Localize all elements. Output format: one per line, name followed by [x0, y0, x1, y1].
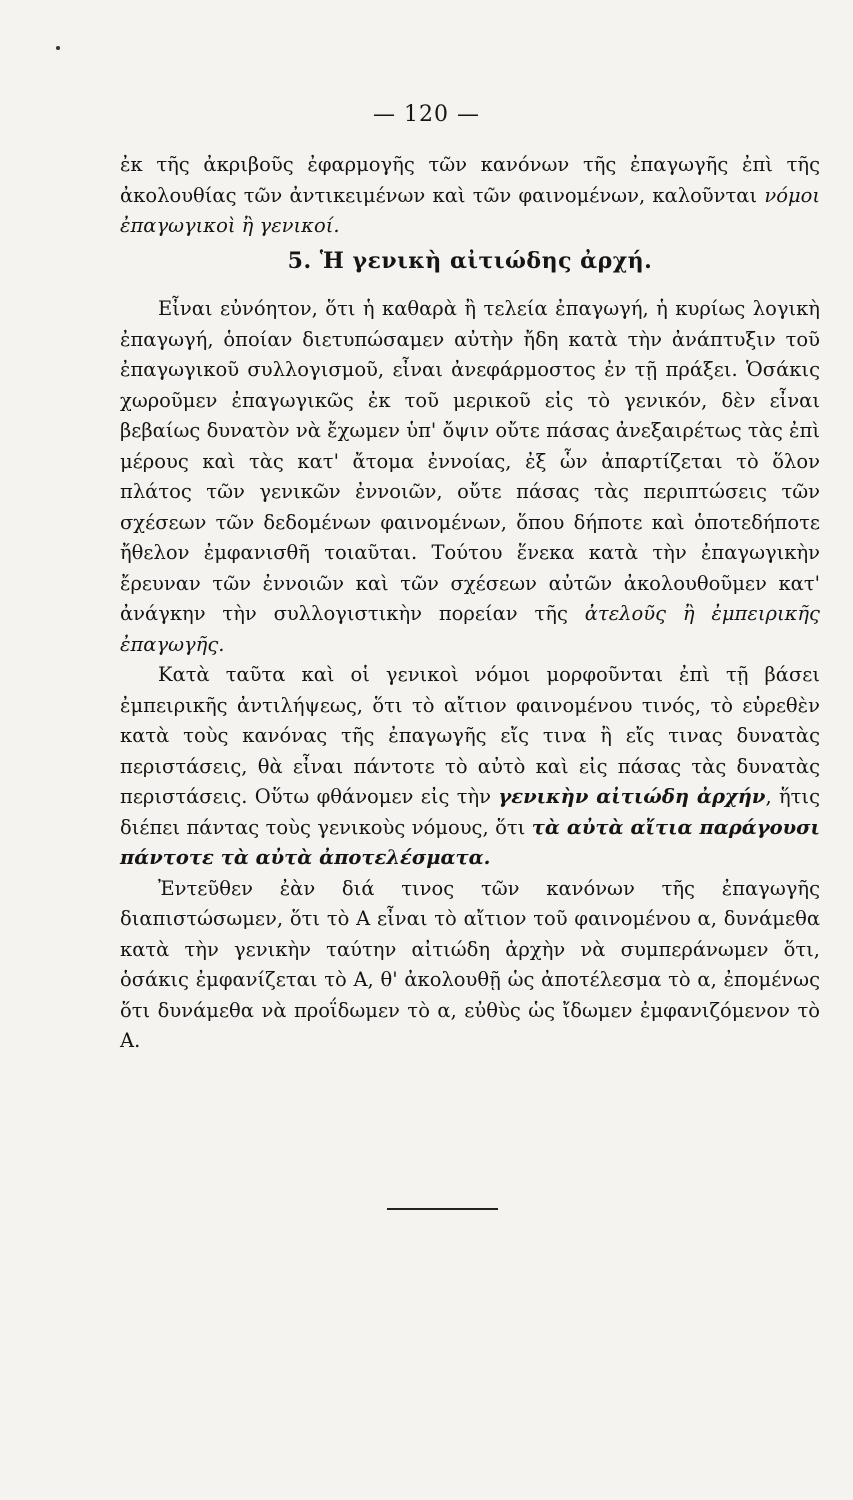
section-end-rule: [387, 1208, 498, 1210]
paragraph-1-italic: ἀτελοῦς ἢ ἐμπειρικῆς ἐπαγωγῆς.: [120, 602, 820, 656]
paragraph-3-text: Ἐντεῦθεν ἐὰν διά τινος τῶν κανόνων τῆς ἐπαγωγῆς διαπιστώσωμεν, ὅτι τὸ Α εἶναι τὸ αἴτιον τοῦ φαινομένου α, δυνάμεθα κατὰ τὴν γενικὴν ταύτην αἰτιώδη ἀρχὴν νὰ συμπεράνωμεν ὅτι, ὁσάκις ἐμφανίζεται τὸ Α, θ' ἀκολουθῇ ὡς ἀποτέλεσμα τὸ α, ἐπομένως ὅτι δυνάμεθα νὰ προΐδωμεν τὸ α, εὐθὺς ὡς ἴδωμεν ἐμφανιζόμενον τὸ Α.: [120, 876, 820, 1052]
page-number: — 120 —: [373, 102, 480, 127]
body-text: [120, 150, 820, 1057]
paragraph-3: [120, 874, 820, 1057]
section-heading: 5. Ἡ γενικὴ αἰτιώδης ἀρχή.: [287, 247, 653, 274]
paragraph-2-italic-2: τὰ αὐτὰ αἴτια παράγουσι πάντοτε τὰ αὐτὰ ἀποτελέσματα.: [120, 815, 820, 869]
paragraph-2-italic-1: γενικὴν αἰτιώδη ἀρχήν: [498, 785, 766, 808]
paragraph-1: [120, 294, 820, 660]
paragraph-2-text: Κατὰ ταῦτα καὶ οἱ γενικοὶ νόμοι μορφοῦνται ἐπὶ τῇ βάσει ἐμπειρικῆς ἀντιλήψεως, ὅτι τὸ αἴτιον φαινομένου τινός, τὸ εὑρεθὲν κατὰ τοὺς κανόνας τῆς ἐπαγωγῆς εἴς τινα ἢ εἴς τινας δυνατὰς περιστάσεις, θὰ εἶναι πάντοτε τὸ αὐτὸ καὶ εἰς πάσας τὰς δυνατὰς περιστάσεις. Οὕτω φθάνομεν εἰς τὴν: [120, 663, 820, 808]
ink-dot: [56, 46, 60, 50]
paragraph-2-mid: , ἥτις διέπει πάντας τοὺς γενικοὺς νόμους, ὅτι: [120, 785, 821, 839]
intro-text: ἐκ τῆς ἀκριβοῦς ἐφαρμογῆς τῶν κανόνων τῆς ἐπαγωγῆς ἐπὶ τῆς ἀκολουθίας τῶν ἀντικειμένων καὶ τῶν φαινομένων, καλοῦνται: [120, 153, 820, 207]
paragraph-2: [120, 660, 820, 874]
paragraph-1-text: Εἶναι εὐνόητον, ὅτι ἡ καθαρὰ ἢ τελεία ἐπαγωγή, ἡ κυρίως λογικὴ ἐπαγωγή, ὁποίαν διετυπώσαμεν αὐτὴν ἤδη κατὰ τὴν ἀνάπτυξιν τοῦ ἐπαγωγικοῦ συλλογισμοῦ, εἶναι ἀνεφάρμοστος ἐν τῇ πράξει. Ὁσάκις χωροῦμεν ἐπαγωγικῶς ἐκ τοῦ μερικοῦ εἰς τὸ γενικόν, δὲν εἶναι βεβαίως δυνατὸν νὰ ἔχωμεν ὑπ' ὄψιν οὔτε πάσας ἀνεξαιρέτως τὰς ἐπὶ μέρους καὶ τὰς κατ' ἄτομα ἐννοίας, ἐξ ὧν ἀπαρτίζεται τὸ ὅλον πλάτος τῶν γενικῶν ἐννοιῶν, οὔτε πάσας τὰς περιπτώσεις τῶν σχέσεων τῶν δεδομένων φαινομένων, ὅπου δήποτε καὶ ὁποτεδήποτε ἤθελον ἐμφανισθῆ τοιαῦται. Τούτου ἕνεκα κατὰ τὴν ἐπαγωγικὴν ἔρευναν τῶν ἐννοιῶν καὶ τῶν σχέσεων αὐτῶν ἀκολουθοῦμεν κατ' ἀνάγκην τὴν συλλογιστικὴν πορείαν τῆς: [120, 297, 820, 625]
intro-italic: νόμοι ἐπαγωγικοὶ ἢ γενικοί.: [120, 183, 820, 237]
intro-paragraph: [120, 150, 820, 242]
